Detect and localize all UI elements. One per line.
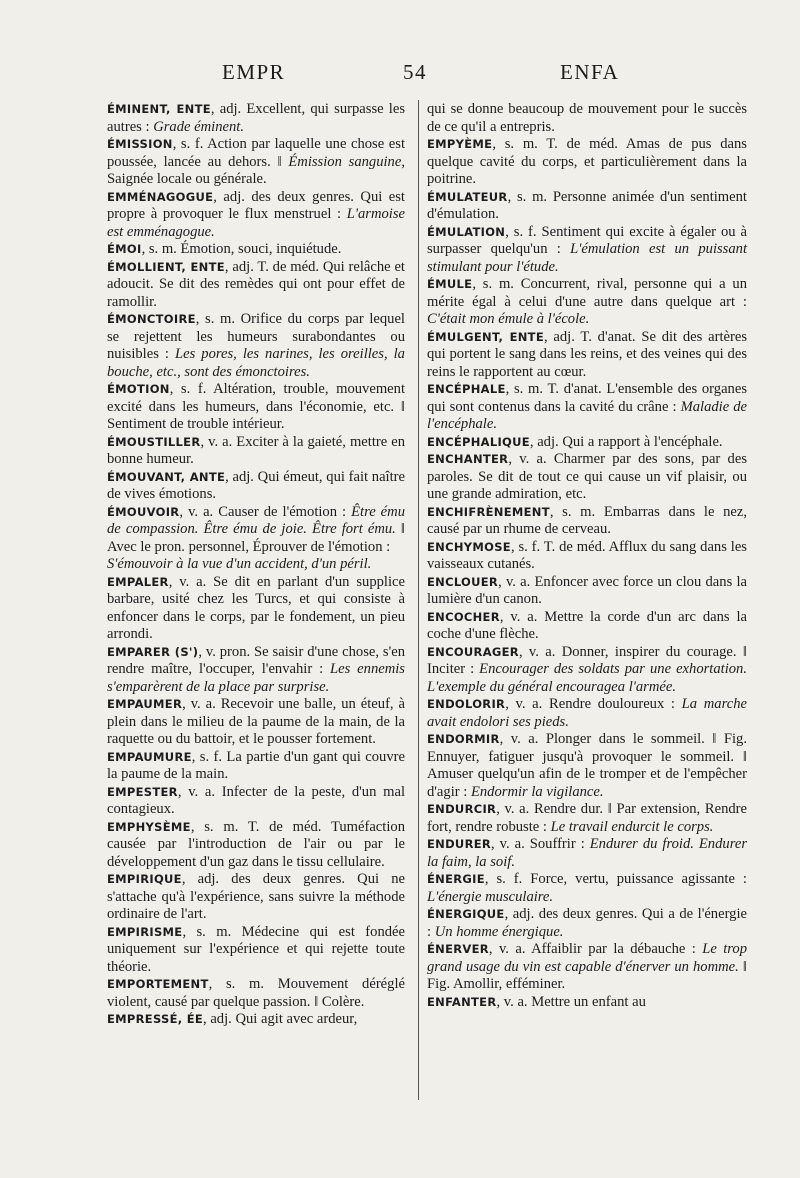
dictionary-entry bbox=[107, 136, 405, 189]
dictionary-entry bbox=[107, 381, 405, 434]
entry-headword: EMPYÈME bbox=[427, 137, 493, 151]
entry-definition: , v. a. Exciter à la gaieté, mettre en bonne humeur. bbox=[107, 433, 405, 467]
dictionary-entry bbox=[427, 451, 747, 504]
entry-definition: , v. pron. Se saisir d'une chose, s'en rendre maître, l'occuper, l'envahir : bbox=[107, 643, 405, 677]
dictionary-entry bbox=[107, 556, 405, 574]
entry-definition: , s. m. Personne animée d'un sentiment d'émulation. bbox=[427, 188, 747, 222]
entry-headword: ÉMULATION bbox=[427, 224, 506, 239]
page-number: 54 bbox=[403, 60, 427, 84]
entry-headword: EMPHYSÈME bbox=[107, 819, 191, 834]
right-column bbox=[427, 101, 747, 1011]
entry-example: Émission sanguine, bbox=[288, 153, 405, 170]
entry-definition: , adj. des deux genres. Qui a de l'énergie : bbox=[427, 906, 747, 940]
column-divider bbox=[418, 100, 419, 1100]
entry-headword: ENCHANTER bbox=[427, 452, 509, 466]
entry-definition: , adj. Qui agit avec ardeur, bbox=[203, 1011, 358, 1027]
entry-headword: ENDORMIR bbox=[427, 732, 500, 746]
entry-definition: , v. a. Affaiblir par la débauche : bbox=[488, 941, 703, 957]
entry-definition: , s. f. Action par laquelle une chose est poussée, lancée au dehors. ‖ bbox=[107, 136, 405, 170]
entry-headword: EMPIRIQUE bbox=[107, 872, 182, 886]
entry-definition: , v. a. Mettre un enfant au bbox=[496, 993, 646, 1010]
entry-headword: ENCÉPHALIQUE bbox=[427, 434, 530, 449]
left-column bbox=[107, 101, 405, 1029]
entry-definition: , v. a. Rendre dur. ‖ Par extension, Rendre fort, rendre robuste : bbox=[427, 801, 747, 835]
entry-definition: , v. a. Mettre la corde d'un arc dans la coche d'une flèche. bbox=[427, 608, 747, 642]
entry-definition: , v. a. Souffrir : bbox=[491, 836, 590, 852]
entry-definition: , v. a. Causer de l'émotion : bbox=[179, 503, 352, 520]
entry-definition: , v. a. Enfoncer avec force un clou dans la lumière d'un canon. bbox=[427, 573, 747, 607]
entry-definition: , s. m. Embarras dans le nez, causé par un rhume de cerveau. bbox=[427, 503, 747, 537]
entry-definition: , s. m. T. d'anat. L'ensemble des organes qui sont contenus dans la cavité du crâne : bbox=[427, 381, 747, 415]
dictionary-entry bbox=[427, 941, 747, 994]
entry-definition: , s. f. T. de méd. Afflux du sang dans les vaisseaux cutanés. bbox=[427, 538, 747, 572]
dictionary-entry bbox=[427, 504, 747, 539]
dictionary-entry bbox=[107, 644, 405, 697]
entry-headword: ENCHIFRÈNEMENT bbox=[427, 504, 550, 519]
dictionary-entry bbox=[427, 801, 747, 836]
entry-headword: ENCÉPHALE bbox=[427, 382, 506, 396]
dictionary-entry bbox=[427, 136, 747, 189]
entry-headword: ÉMOLLIENT, ENTE bbox=[107, 259, 225, 274]
dictionary-entry bbox=[427, 906, 747, 941]
entry-definition: , adj. Excellent, qui surpasse les autres : bbox=[107, 101, 405, 135]
entry-definition: , adj. Qui a rapport à l'encéphale. bbox=[529, 433, 723, 450]
dictionary-entry bbox=[107, 924, 405, 977]
dictionary-entry bbox=[427, 381, 747, 434]
entry-example: C'était mon émule à l'école. bbox=[427, 311, 590, 327]
dictionary-entry bbox=[427, 836, 747, 871]
entry-definition: , s. m. Émotion, souci, inquiétude. bbox=[141, 241, 342, 257]
entry-definition: , s. m. T. de méd. Tuméfaction causée par l'introduction de l'air ou par le développement d'un gaz dans le tissu cellulaire. bbox=[107, 818, 405, 870]
dictionary-entry bbox=[107, 241, 405, 259]
entry-headword: ÉMOTION bbox=[107, 382, 170, 396]
entry-headword: ÉNERGIQUE bbox=[427, 907, 505, 921]
dictionary-entry bbox=[107, 819, 405, 872]
entry-definition: , adj. Qui émeut, qui fait naître de vives émotions. bbox=[107, 468, 406, 502]
entry-headword: ENCHYMOSE bbox=[427, 539, 511, 554]
dictionary-entry bbox=[427, 994, 747, 1012]
entry-definition: , v. a. Se dit en parlant d'un supplice barbare, usité chez les Turcs, et qui consiste à enfoncer dans le corps, par le fondement, un pieu arrondi. bbox=[107, 573, 405, 642]
dictionary-entry bbox=[427, 644, 747, 697]
entry-headword: ÉNERVER bbox=[427, 942, 489, 956]
entry-definition: Saignée locale ou générale. bbox=[107, 171, 267, 187]
entry-headword: ENCLOUER bbox=[427, 574, 499, 589]
entry-definition: , s. f. Force, vertu, puissance agissante : bbox=[484, 871, 747, 887]
entry-example: Un homme énergique. bbox=[434, 923, 564, 940]
entry-headword: ÉMOUVOIR bbox=[107, 504, 180, 519]
dictionary-entry bbox=[427, 101, 747, 136]
dictionary-entry bbox=[107, 696, 405, 749]
entry-headword: ÉMOUVANT, ANTE bbox=[107, 469, 226, 484]
dictionary-entry bbox=[107, 434, 405, 469]
entry-definition: , s. m. Médecine qui est fondée uniquement sur l'expérience et qui rejette toute théorie. bbox=[107, 923, 405, 975]
entry-example: L'émulation est un puissant stimulant pour l'étude. bbox=[427, 241, 748, 275]
entry-definition: ‖ Fig. Amollir, efféminer. bbox=[427, 958, 747, 992]
entry-headword: EMPORTEMENT bbox=[107, 977, 209, 991]
dictionary-entry bbox=[427, 276, 747, 329]
entry-definition: , adj. des deux genres. Qui est propre à provoquer le flux menstruel : bbox=[107, 188, 405, 222]
dictionary-entry bbox=[427, 871, 747, 906]
entry-example: Les pores, les narines, les oreilles, la bouche, etc., sont des émonctoires. bbox=[107, 346, 405, 380]
entry-example: Maladie de l'encéphale. bbox=[427, 398, 748, 432]
entry-headword: ENFANTER bbox=[427, 994, 497, 1009]
dictionary-entry bbox=[427, 574, 747, 609]
entry-example: Endurer du froid. Endurer la faim, la soif. bbox=[427, 836, 747, 870]
dictionary-entry bbox=[427, 696, 747, 731]
entry-headword: EMPIRISME bbox=[107, 924, 183, 939]
entry-definition: , adj. T. d'anat. Se dit des artères qui portent le sang dans les reins, et des veines qui des reins le rapportent au cœur. bbox=[427, 328, 748, 380]
entry-headword: ÉMONCTOIRE bbox=[107, 312, 196, 326]
entry-headword: ENCOURAGER bbox=[427, 644, 519, 659]
entry-definition: , s. m. Concurrent, rival, personne qui a un mérite égal à celui d'une autre dans quelque art : bbox=[427, 276, 747, 310]
entry-headword: ENCOCHER bbox=[427, 609, 500, 624]
dictionary-entry bbox=[107, 749, 405, 784]
entry-headword: EMPARER (S') bbox=[107, 644, 199, 659]
entry-definition: qui se donne beaucoup de mouvement pour le succès de ce qu'il a entrepris. bbox=[427, 101, 747, 135]
entry-example: Encourager des soldats par une exhortation. L'exemple du général encouragea l'armée. bbox=[427, 661, 747, 695]
entry-definition: ‖ Avec le pron. personnel, Éprouver de l'émotion : bbox=[107, 521, 406, 555]
entry-definition: , v. a. Rendre douloureux : bbox=[505, 696, 682, 712]
entry-headword: ÉMULE bbox=[427, 277, 473, 291]
entry-example: Endormir la vigilance. bbox=[470, 783, 604, 800]
dictionary-entry bbox=[427, 609, 747, 644]
entry-definition: , v. a. Donner, inspirer du courage. ‖ Inciter : bbox=[427, 643, 747, 677]
entry-example: Le travail endurcit le corps. bbox=[550, 818, 714, 835]
entry-definition: , adj. T. de méd. Qui relâche et adoucit. Se dit des remèdes qui ont pour effet de ramollir. bbox=[107, 258, 405, 310]
entry-example: L'énergie musculaire. bbox=[427, 888, 554, 905]
entry-headword: ÉMISSION bbox=[107, 137, 173, 151]
dictionary-entry bbox=[107, 311, 405, 381]
dictionary-entry bbox=[107, 1011, 405, 1029]
entry-definition: , s. f. Altération, trouble, mouvement excité dans les humeurs, dans l'économie, etc. ‖ Sentiment de trouble intérieur. bbox=[107, 381, 405, 432]
entry-headword: EMPAUMURE bbox=[107, 749, 192, 764]
entry-headword: EMPAUMER bbox=[107, 697, 183, 711]
entry-definition: , s. m. T. de méd. Amas de pus dans quelque cavité du corps, et particulièrement dans la poitrine. bbox=[427, 136, 747, 187]
entry-headword: ÉMOUSTILLER bbox=[107, 434, 201, 449]
entry-headword: ÉMULATEUR bbox=[427, 189, 508, 204]
header-last-word: ENFA bbox=[560, 60, 620, 84]
entry-definition: , v. a. Plonger dans le sommeil. ‖ Fig. Ennuyer, fatiguer jusqu'à provoquer le sommeil. ‖ Amuser quelqu'un afin de le tromper et de l'empêcher d'agir : bbox=[427, 731, 747, 800]
entry-headword: EMPALER bbox=[107, 574, 169, 589]
dictionary-entry bbox=[107, 189, 405, 242]
entry-headword: ENDOLORIR bbox=[427, 697, 506, 711]
dictionary-entry bbox=[427, 539, 747, 574]
dictionary-entry bbox=[107, 784, 405, 819]
entry-headword: ÉNERGIE bbox=[427, 872, 485, 886]
entry-headword: ENDURER bbox=[427, 837, 492, 851]
entry-example: Les ennemis s'emparèrent de la place par surprise. bbox=[107, 661, 405, 695]
entry-definition: , adj. des deux genres. Qui ne s'attache qu'à l'expérience, sans suivre la méthode ordinaire de l'art. bbox=[107, 871, 405, 922]
entry-headword: ENDURCIR bbox=[427, 802, 497, 816]
entry-headword: EMPRESSÉ, ÉE bbox=[107, 1012, 204, 1026]
dictionary-entry bbox=[107, 101, 405, 136]
entry-definition: , s. m. Mouvement déréglé violent, causé par quelque passion. ‖ Colère. bbox=[107, 976, 405, 1010]
entry-example: La marche avait endolori ses pieds. bbox=[427, 696, 747, 730]
dictionary-entry bbox=[427, 189, 747, 224]
dictionary-entry bbox=[427, 731, 747, 801]
entry-headword: ÉMULGENT, ENTE bbox=[427, 329, 544, 344]
dictionary-entry bbox=[107, 469, 405, 504]
entry-headword: EMMÉNAGOGUE bbox=[107, 189, 214, 204]
dictionary-entry bbox=[107, 574, 405, 644]
dictionary-entry bbox=[427, 329, 747, 382]
entry-example: L'armoise est emménagogue. bbox=[107, 206, 405, 240]
dictionary-entry bbox=[107, 259, 405, 312]
dictionary-entry bbox=[107, 976, 405, 1011]
dictionary-entry bbox=[427, 224, 747, 277]
dictionary-entry bbox=[427, 434, 747, 452]
entry-example: Grade éminent. bbox=[153, 118, 244, 135]
dictionary-entry bbox=[107, 871, 405, 924]
entry-definition: , s. m. Orifice du corps par lequel se rejettent les humeurs surabondantes ou nuisibles : bbox=[107, 311, 405, 362]
dictionary-entry bbox=[107, 504, 405, 557]
entry-definition: , v. a. Charmer par des sons, par des paroles. Se dit de tout ce qui cause un vif plaisir, ou une grande admiration, etc. bbox=[427, 451, 747, 502]
entry-example: Être ému de compassion. Être ému de joie. Être fort ému. bbox=[107, 503, 405, 537]
entry-definition: , s. f. Sentiment qui excite à égaler ou à surpasser quelqu'un : bbox=[427, 223, 747, 257]
entry-definition: , v. a. Recevoir une balle, un éteuf, à plein dans le milieu de la paume de la main, de la raquette ou du battoir, et le pousser fortement. bbox=[107, 696, 405, 747]
entry-definition: , v. a. Infecter de la peste, d'un mal contagieux. bbox=[107, 783, 405, 817]
page-header bbox=[0, 60, 800, 90]
entry-example: Le trop grand usage du vin est capable d'énerver un homme. bbox=[427, 941, 748, 975]
header-first-word: EMPR bbox=[222, 60, 286, 84]
entry-headword: ÉMOI bbox=[107, 242, 142, 256]
entry-example: S'émouvoir à la vue d'un accident, d'un péril. bbox=[107, 556, 372, 572]
entry-headword: EMPESTER bbox=[107, 784, 178, 799]
entry-definition: , s. f. La partie d'un gant qui couvre la paume de la main. bbox=[107, 748, 405, 782]
entry-headword: ÉMINENT, ENTE bbox=[107, 102, 211, 116]
